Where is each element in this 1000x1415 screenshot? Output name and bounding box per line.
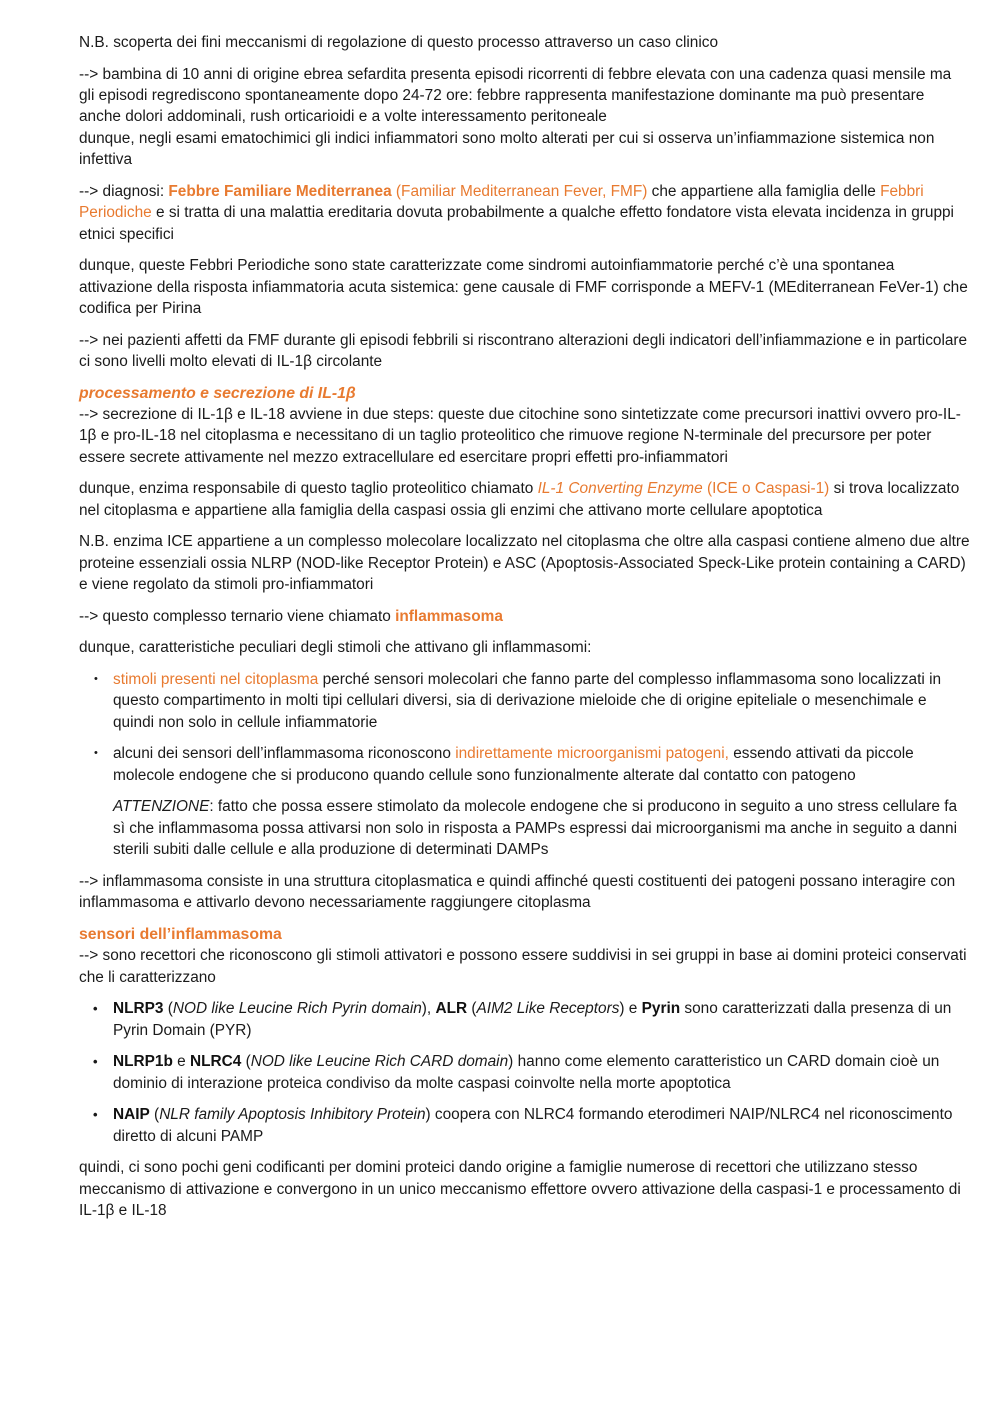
- text-run: perché sensori molecolari che fanno parte del complesso inflammasoma sono localizzati in questo compartimento in molti tipi cellulari diversi, sia di derivazione mieloide che di origine epiteliale o mesenchimale e quindi non solo in cellule infiammatorie: [113, 671, 942, 731]
- bullet-icon: •: [94, 673, 98, 686]
- paragraph-case-description: [79, 64, 970, 171]
- term-pyrin: Pyrin: [641, 1000, 681, 1018]
- list-item: [79, 669, 970, 733]
- term-nlrp1b: NLRP1b: [113, 1053, 173, 1071]
- text-run: NLR family Apoptosis Inhibitory Protein: [159, 1106, 426, 1124]
- text-run: (: [467, 1000, 477, 1018]
- text-run: alcuni dei sensori dell’inflammasoma riconoscono: [113, 745, 456, 763]
- text-run: (: [241, 1053, 251, 1071]
- list-item: [79, 998, 970, 1041]
- bullet-icon: •: [93, 1001, 98, 1017]
- term-inflammasoma: inflammasoma: [395, 607, 503, 625]
- paragraph-secretion-steps: --> secrezione di IL-1β e IL-18 avviene in due steps: queste due citochine sono sintetizzate come precursori inattivi ovvero pro-IL-1β e pro-IL-18 nel citoplasma e necessitano di un taglio proteolitico che rimuove regione N-terminale del precursore per poter essere secrete attivamente nel mezzo extracellulare ed esercitare propri effetti pro-infiammatori: [79, 406, 961, 466]
- text-run: AIM2 Like Receptors: [476, 1000, 620, 1018]
- paragraph-ice-enzyme: [79, 478, 970, 521]
- term-fmf: Febbre Familiare Mediterranea: [168, 182, 392, 200]
- case-text-followup: dunque, negli esami ematochimici gli indici infiammatori sono molto alterati per cui si osserva un’infiammazione sistemica non infettiva: [79, 129, 935, 169]
- paragraph-nb-complex: N.B. enzima ICE appartiene a un complesso molecolare localizzato nel citoplasma che oltre alla caspasi contiene almeno due altre proteine essenziali ossia NLRP (NOD-like Receptor Protein) e ASC (Apoptosis-Associated Speck-Like protein containing a CARD) e viene regolato da stimoli pro-infiammatori: [79, 533, 970, 594]
- text-run: ) coopera con NLRC4 formando eterodimeri NAIP/NLRC4 nel riconoscimento diretto di alcuni PAMP: [113, 1106, 953, 1145]
- text-run: si trova localizzato nel citoplasma e appartiene alla famiglia della caspasi ossia gli enzimi che attivano morte cellulare apoptotica: [79, 480, 960, 519]
- term-ice-alias: (ICE o Caspasi-1): [702, 480, 830, 498]
- term-nlrp3: NLRP3: [113, 1000, 164, 1018]
- term-indirect-pathogens: indirettamente microorganismi patogeni,: [455, 745, 729, 763]
- text-run: --> diagnosi:: [79, 182, 169, 200]
- term-nlrc4: NLRC4: [189, 1053, 242, 1071]
- case-text: --> bambina di 10 anni di origine ebrea sefardita presenta episodi ricorrenti di febbre elevata con una cadenza quasi mensile ma gli episodi regrediscono spontaneamente dopo 24-72 ore: febbre rappresenta manifestazione dominante ma può presentare anche dolori addominali, rush orticarioidi e a volte interessamento peritoneale: [79, 65, 952, 126]
- text-run: ) e: [619, 1000, 642, 1018]
- text-run: ),: [421, 1000, 436, 1018]
- term-cytoplasm-stimuli: stimoli presenti nel citoplasma: [113, 671, 319, 689]
- list-item: [79, 743, 970, 786]
- text-run: ) hanno come elemento caratteristico un CARD domain cioè un dominio di interazione proteica condiviso da molte caspasi coinvolte nella morte apoptotica: [113, 1053, 940, 1092]
- bullet-icon: •: [93, 1054, 98, 1070]
- list-stimuli: [79, 669, 970, 786]
- paragraph-autoinflammatory: dunque, queste Febbri Periodiche sono state caratterizzate come sindromi autoinfiammatorie perché c’è una spontanea attivazione della risposta infiammatoria acuta sistemica: gene causale di FMF corrisponde a MEFV-1 (MEditerranean FeVer-1) che codifica per Pirina: [79, 257, 968, 318]
- list-item: [79, 1104, 970, 1147]
- bullet-icon: •: [94, 747, 98, 760]
- section-heading-il1b-processing: processamento e secrezione di IL-1β: [79, 384, 356, 402]
- paragraph-attention-note: [79, 796, 970, 860]
- paragraph-conclusion: quindi, ci sono pochi geni codificanti per domini proteici dando origine a famiglie numerose di recettori che utilizzano stesso meccanismo di attivazione e convergono in un unico meccanismo effettore ovvero attivazione della caspasi-1 e processamento di IL-1β e IL-18: [79, 1159, 961, 1220]
- paragraph-nb-case: N.B. scoperta dei fini meccanismi di regolazione di questo processo attraverso un caso clinico: [79, 34, 719, 51]
- paragraph-diagnosis: [79, 181, 970, 245]
- bullet-icon: •: [93, 1107, 98, 1123]
- term-febbri-periodiche: Febbri Periodiche: [79, 182, 924, 222]
- term-ice: IL-1 Converting Enzyme: [537, 480, 703, 498]
- text-run: --> questo complesso ternario viene chiamato: [79, 607, 396, 625]
- paragraph-il1b-levels: --> nei pazienti affetti da FMF durante gli episodi febbrili si riscontrano alterazioni degli indicatori dell’infiammazione e in particolare ci sono livelli molto elevati di IL-1β circolante: [79, 331, 968, 371]
- paragraph-sensors-intro: --> sono recettori che riconoscono gli stimoli attivatori e possono essere suddivisi in sei gruppi in base ai domini proteici conservati che li caratterizzano: [79, 947, 967, 986]
- list-item: [79, 1051, 970, 1094]
- text-run: e: [172, 1053, 190, 1071]
- term-naip: NAIP: [113, 1106, 150, 1124]
- section-heading-sensors: sensori dell’inflammasoma: [79, 925, 282, 943]
- text-run: NOD like Leucine Rich CARD domain: [250, 1053, 509, 1071]
- text-run: (: [163, 1000, 173, 1018]
- attention-label: ATTENZIONE: [113, 798, 210, 816]
- text-run: e si tratta di una malattia ereditaria dovuta probabilmente a qualche effetto fondatore vista elevata incidenza in gruppi etnici specifici: [79, 204, 954, 243]
- text-run: (: [149, 1106, 160, 1124]
- paragraph-stimuli-intro: dunque, caratteristiche peculiari degli stimoli che attivano gli inflammasomi:: [79, 639, 592, 657]
- term-alr: ALR: [435, 1000, 468, 1018]
- text-run: sono caratterizzati dalla presenza di un Pyrin Domain (PYR): [113, 1000, 952, 1039]
- list-sensors: [79, 998, 970, 1147]
- text-run: : fatto che possa essere stimolato da molecole endogene che si producono in seguito a uno stress cellulare fa sì che inflammasoma possa attivarsi non solo in risposta a PAMPs espressi dai microorganismi ma anche in seguito a danni sterili subiti dalle cellule e alla produzione di determinati DAMPs: [113, 798, 958, 859]
- paragraph-inflammasome-name: [79, 606, 970, 627]
- text-run: dunque, enzima responsabile di questo taglio proteolitico chiamato: [79, 480, 538, 498]
- term-fmf-english: (Familiar Mediterranean Fever, FMF): [391, 182, 648, 200]
- text-run: essendo attivati da piccole molecole endogene che si producono quando cellule sono funzionalmente alterate dal contatto con patogeno: [113, 745, 914, 784]
- text-run: NOD like Leucine Rich Pyrin domain: [172, 1000, 422, 1018]
- text-run: che appartiene alla famiglia delle: [647, 182, 881, 200]
- paragraph-cytoplasmic-structure: --> inflammasoma consiste in una struttura citoplasmatica e quindi affinché questi costituenti dei patogeni possano interagire con inflammasoma e attivarlo devono necessariamente raggiungere citoplasma: [79, 872, 956, 912]
